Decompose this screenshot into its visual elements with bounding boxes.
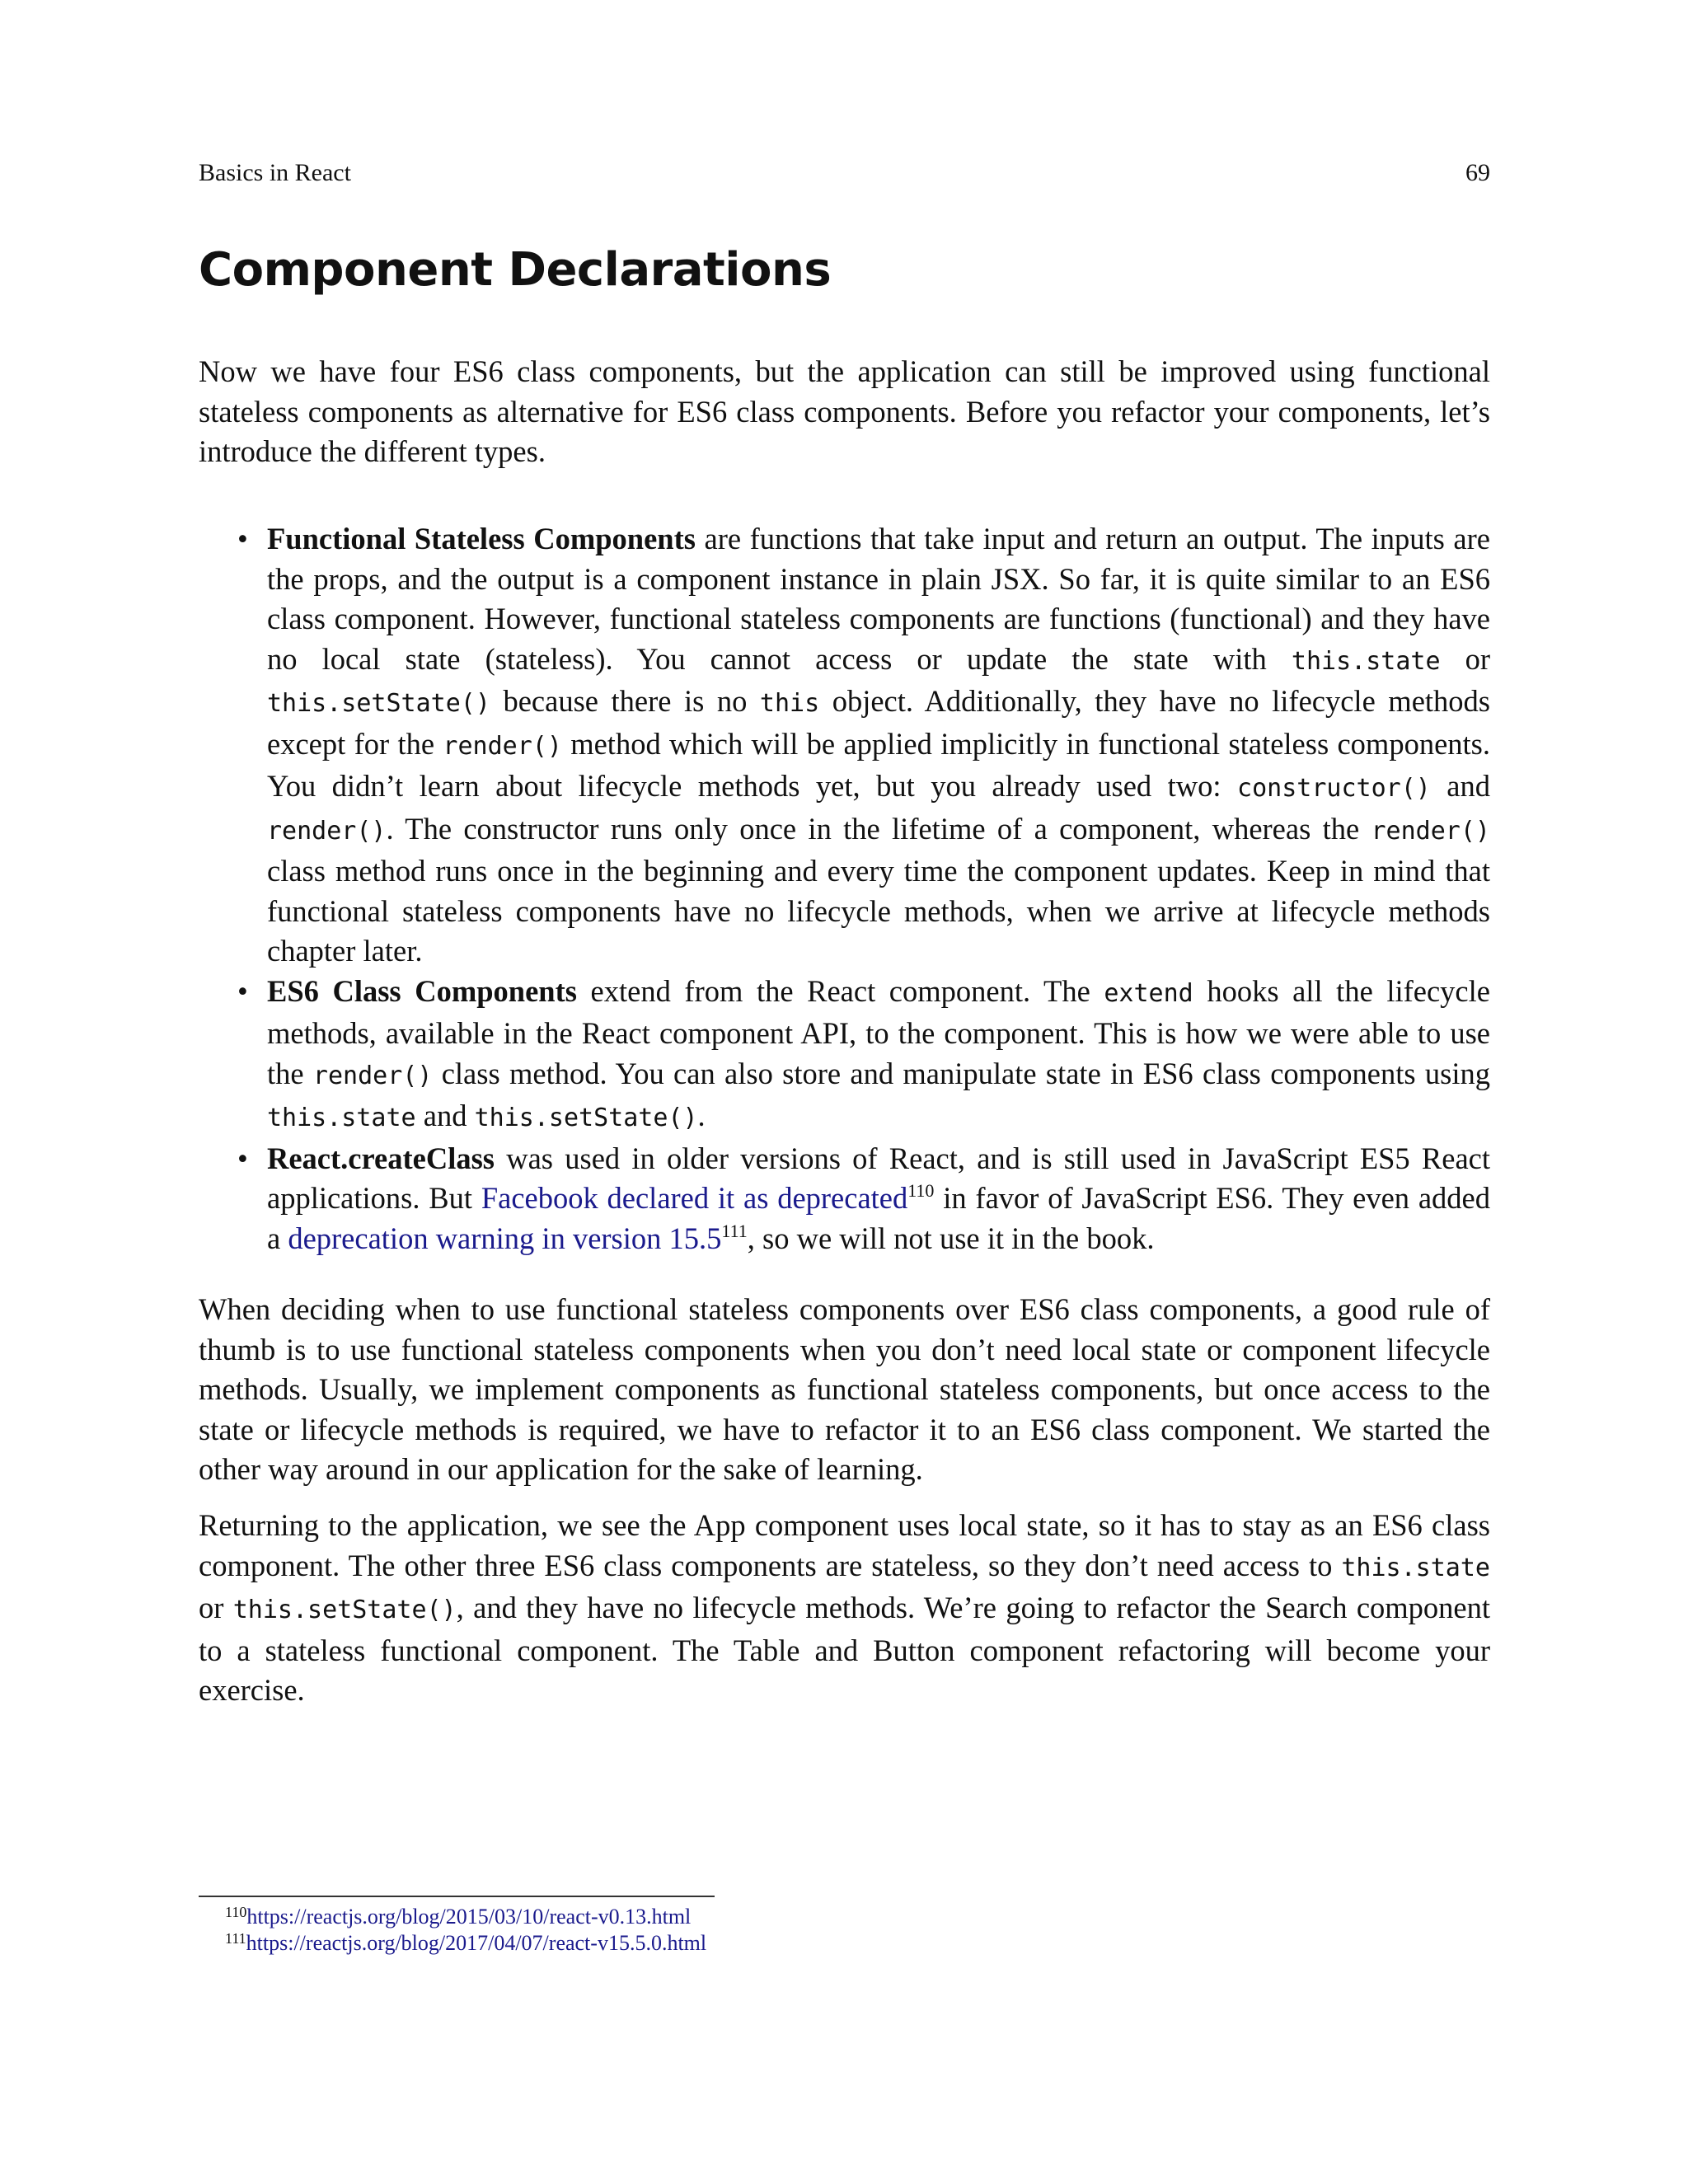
inline-code: render() (267, 816, 387, 846)
list-item-create-class (237, 1139, 1491, 1259)
list-text: class method runs once in the beginning and every time the component updates. Keep in mind that functional stateless components have no lifecycle methods, when we arrive at lifecycle methods chapter later. (267, 854, 1490, 968)
inline-code: render() (312, 1061, 433, 1090)
term-es6-class: ES6 Class Components (267, 973, 577, 1008)
inline-code: this.state (1291, 646, 1441, 676)
list-item-functional-stateless (237, 519, 1491, 972)
page (199, 0, 1490, 2184)
list-text: extend from the React component. The (576, 973, 1104, 1008)
list-text: was used in older versions of React, and is still used in JavaScript ES5 React applications. But (267, 1141, 1490, 1215)
term-create-class: React.createClass (267, 1141, 495, 1175)
footnote-110 (225, 1904, 706, 1930)
paragraph-text-part: Returning to the application, we see the App component uses local state, so it has to stay as an ES6 class component. The other three ES6 class components are stateless, so they don’t need access to (199, 1508, 1490, 1582)
paragraph-text (199, 1506, 1490, 1711)
paragraph-text-part: or (199, 1591, 233, 1624)
list-text: class method. You can also store and manipulate state in ES6 class components using (432, 1056, 1490, 1090)
deprecation-warning-link[interactable]: deprecation warning in version 15.5 (288, 1221, 722, 1255)
footnote-number: 110 (225, 1904, 247, 1920)
list-text: and (415, 1099, 475, 1132)
bullet-icon: • (237, 522, 248, 555)
footnote-111 (225, 1930, 706, 1957)
footnote-link[interactable]: https://reactjs.org/blog/2015/03/10/react-v0.13.html (246, 1905, 692, 1929)
footnote-divider (199, 1896, 715, 1897)
paragraph-returning (199, 1506, 1490, 1711)
list-text: and (1430, 769, 1490, 803)
list-text: or (1440, 641, 1491, 676)
bullet-icon: • (237, 973, 248, 1008)
list-text: object. Additionally, they have no lifecycle methods except for the (267, 684, 1490, 761)
list-text: , so we will not use it in the book. (747, 1221, 1155, 1255)
bullet-icon: • (237, 1141, 248, 1175)
inline-code: render() (1371, 816, 1490, 846)
inline-code: extend (1104, 978, 1193, 1008)
footnote-link[interactable]: https://reactjs.org/blog/2017/04/07/react-v15.5.0.html (246, 1931, 707, 1955)
footnote-ref-111[interactable]: 111 (721, 1220, 748, 1241)
section-title: Component Declarations (199, 243, 832, 297)
list-text: are functions that take input and return an output. The inputs are the props, and the output is a component instance in plain JSX. So far, it is quite similar to an ES6 class component. However, functional stateless components are functions (functional) and they have no local state (stateless). You cannot access or update the state with (267, 522, 1490, 676)
paragraph-text: When deciding when to use functional stateless components over ES6 class components, a good rule of thumb is to use functional stateless components when you don’t need local state or component lifecycle methods. Usually, we implement components as functional stateless components, but once access to the state or lifecycle methods is required, we have to refactor it to an ES6 class component. We started the other way around in our application for the sake of learning. (199, 1292, 1490, 1486)
inline-code: constructor() (1237, 774, 1431, 803)
inline-code: this.setState() (232, 1596, 457, 1624)
footnotes (225, 1904, 706, 1957)
paragraph-when-deciding (199, 1290, 1490, 1490)
list-item-es6-class (237, 972, 1490, 1139)
deprecated-link[interactable]: Facebook declared it as deprecated (481, 1181, 908, 1215)
intro-text: Now we have four ES6 class components, but the application can still be improved using functional stateless components as alternative for ES6 class components. Before you refactor your components, let’s introduce the different types. (199, 354, 1490, 468)
component-types-list (199, 519, 1490, 1258)
list-text: because there is no (490, 684, 760, 718)
term-functional-stateless: Functional Stateless Components (267, 522, 696, 555)
list-text: . (697, 1099, 706, 1132)
inline-code: this.state (267, 1104, 416, 1132)
list-text: method which will be applied implicitly in functional stateless components. You didn’t learn about lifecycle methods yet, but you already used two: (267, 726, 1490, 803)
intro-paragraph (199, 352, 1490, 472)
inline-code: this.setState() (267, 689, 490, 718)
inline-code: render() (443, 731, 562, 761)
list-text: hooks all the lifecycle methods, available in the React component API, to the component. This is how we were able to use the (267, 973, 1490, 1090)
footnote-ref-110[interactable]: 110 (907, 1180, 935, 1201)
paragraph-text-part: , and they have no lifecycle methods. We’re going to refactor the Search component to a stateless functional component. The Table and Button component refactoring will become your exercise. (199, 1591, 1491, 1707)
inline-code: this (759, 689, 820, 718)
list-text: in favor of JavaScript ES6. They even added a (267, 1181, 1491, 1255)
running-header-section: Basics in React (199, 159, 351, 186)
inline-code: this.setState() (474, 1104, 698, 1132)
list-text: . The constructor runs only once in the lifetime of a component, whereas the (386, 811, 1372, 846)
inline-code: this.state (1341, 1553, 1490, 1582)
page-number: 69 (1465, 159, 1490, 186)
footnote-number: 111 (225, 1930, 246, 1947)
running-header (199, 157, 1490, 190)
